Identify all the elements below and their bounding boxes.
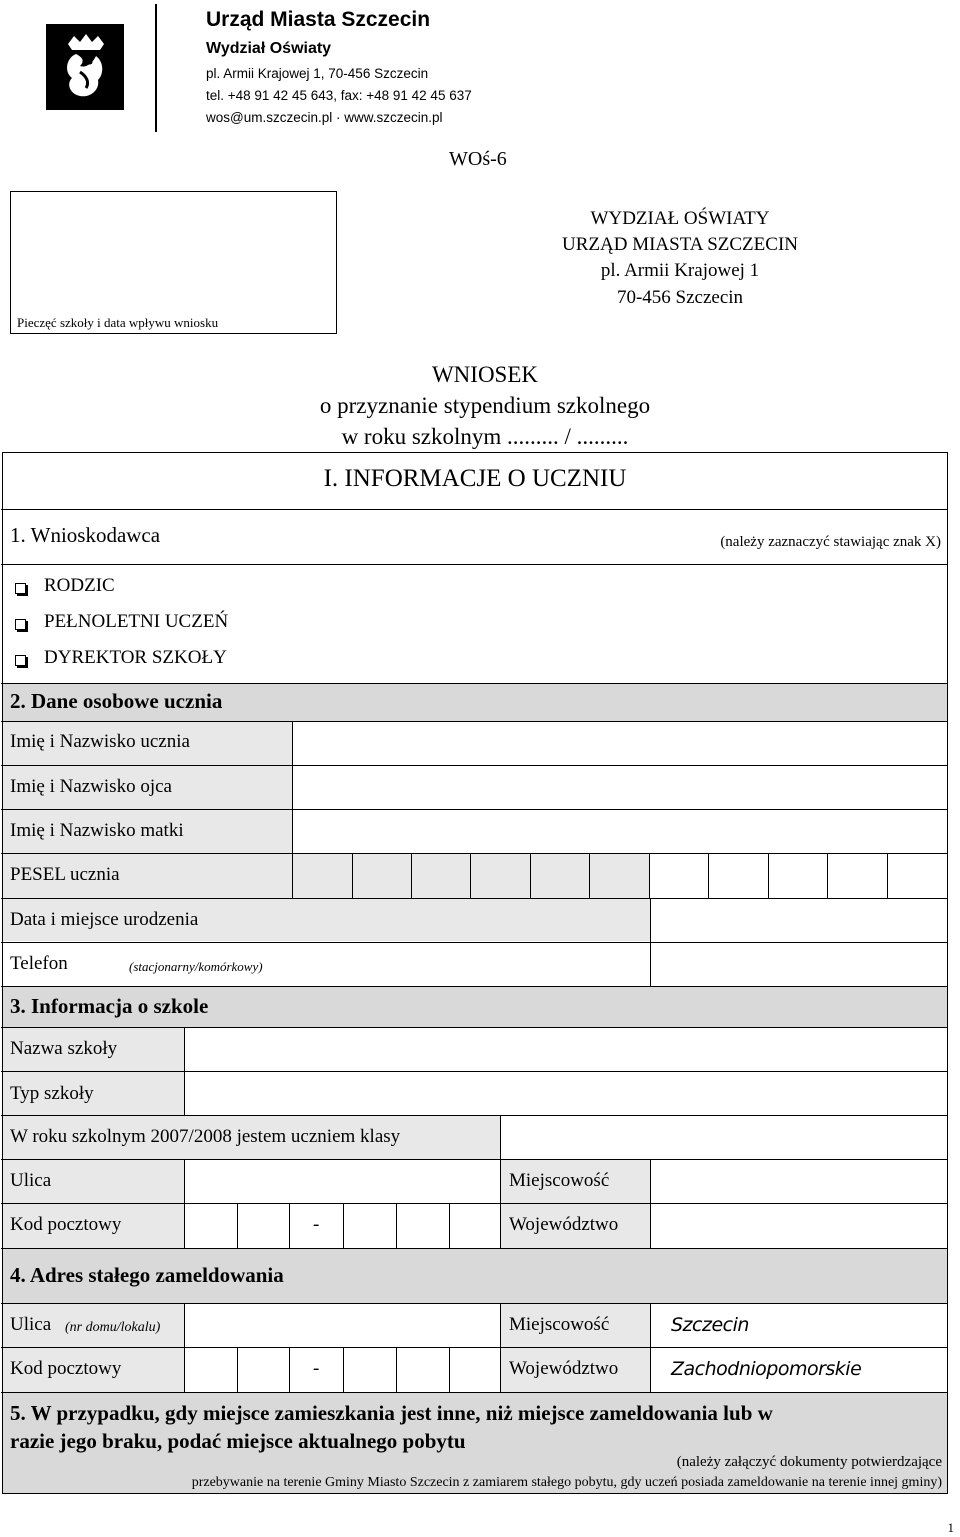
form-code: WOś-6 [449,148,507,170]
class-field[interactable] [501,1116,947,1159]
residence-voivodeship-field[interactable] [651,1348,947,1392]
current-residence-note-1: (należy załączyć dokumenty potwierdzające [676,1454,942,1470]
recipient-line-4: 70-456 Szczecin [616,287,744,308]
form-table [2,452,948,1494]
school-type-label: Typ szkoły [10,1083,94,1104]
school-year-line: w roku szkolnym ......... / ......... [341,424,629,449]
student-name-label: Imię i Nazwisko ucznia [10,731,190,752]
residence-heading: 4. Adres stałego zameldowania [10,1263,284,1287]
student-name-field[interactable] [293,722,947,765]
school-voivodeship-label: Województwo [509,1214,619,1235]
father-name-label: Imię i Nazwisko ojca [10,776,172,797]
option-parent: RODZIC [44,575,115,596]
birth-label: Data i miejsce urodzenia [10,909,199,930]
residence-postal-label: Kod pocztowy [10,1358,122,1379]
city-logo [46,24,124,110]
father-name-field[interactable] [293,766,947,809]
form-subtitle: o przyznanie stypendium szkolnego [319,393,651,418]
residence-street-field[interactable] [185,1304,500,1347]
school-street-label: Ulica [10,1170,52,1191]
applicant-heading: 1. Wnioskodawca [10,523,161,547]
class-label: W roku szkolnym 2007/2008 jestem uczniem klasy [10,1126,401,1147]
pesel-field[interactable] [353,854,947,898]
pesel-label: PESEL ucznia [10,864,120,885]
residence-street-hint: (nr domu/lokalu) [65,1320,161,1335]
applicant-hint: (należy zaznaczyć stawiając znak X) [720,534,941,550]
org-phone: tel. +48 91 42 45 643, fax: +48 91 42 45 637 [206,88,472,103]
org-contact: wos@um.szczecin.pl · www.szczecin.pl [206,110,443,125]
mother-name-field[interactable] [293,810,947,853]
phone-hint: (stacjonarny/komórkowy) [129,959,263,974]
recipient-line-3: pl. Armii Krajowej 1 [600,260,760,281]
recipient-line-2: URZĄD MIASTA SZCZECIN [562,234,798,255]
school-name-field[interactable] [185,1028,947,1071]
residence-voivodeship-label: Województwo [509,1358,619,1379]
residence-postal-dash: - [313,1358,320,1379]
department-name: Wydział Oświaty [206,40,332,57]
section-heading: I. INFORMACJE O UCZNIU [323,465,627,492]
org-name: Urząd Miasta Szczecin [206,8,431,31]
school-info-heading: 3. Informacja o szkole [10,994,209,1018]
school-postal-label: Kod pocztowy [10,1214,122,1235]
header-divider [155,4,157,132]
stamp-label: Pieczęć szkoły i data wpływu wniosku [17,315,219,330]
recipient-line-1: WYDZIAŁ OŚWIATY [590,208,770,229]
phone-field[interactable] [651,943,947,986]
residence-street-label: Ulica [10,1314,52,1335]
current-residence-heading-2: razie jego braku, podać miejsce aktualnego pobytu [10,1429,466,1453]
option-school-director: DYREKTOR SZKOŁY [44,647,227,668]
school-postal-dash: - [313,1214,320,1235]
page-number: 1 [947,1520,954,1535]
residence-voivodeship-value: Zachodniopomorskie [671,1358,862,1380]
stamp-box [10,191,337,334]
residence-city-field[interactable] [651,1304,947,1347]
school-city-label: Miejscowość [509,1170,610,1191]
mother-name-label: Imię i Nazwisko matki [10,820,184,841]
form-title: WNIOSEK [431,362,539,387]
school-type-field[interactable] [185,1072,947,1115]
residence-city-label: Miejscowość [509,1314,610,1335]
option-adult-student: PEŁNOLETNI UCZEŃ [44,611,229,632]
phone-label: Telefon [10,953,68,974]
griffin-crown-icon [46,24,124,110]
school-voivodeship-field[interactable] [651,1204,947,1248]
birth-field[interactable] [651,899,947,942]
residence-city-value: Szczecin [671,1314,749,1336]
school-street-field[interactable] [185,1160,500,1203]
current-residence-note-2: przebywanie na terenie Gminy Miasto Szczecin z zamiarem stałego pobytu, gdy uczeń posiada zameldowanie na terenie innej gminy) [191,1475,942,1490]
checkbox-parent[interactable] [15,583,26,594]
checkbox-school-director[interactable] [15,655,26,666]
personal-data-heading: 2. Dane osobowe ucznia [10,689,223,713]
school-name-label: Nazwa szkoły [10,1038,118,1059]
school-city-field[interactable] [651,1160,947,1203]
checkbox-adult-student[interactable] [15,619,26,630]
current-residence-heading-1: 5. W przypadku, gdy miejsce zamieszkania jest inne, niż miejsce zameldowania lub w [10,1401,773,1425]
org-address: pl. Armii Krajowej 1, 70-456 Szczecin [206,66,429,81]
